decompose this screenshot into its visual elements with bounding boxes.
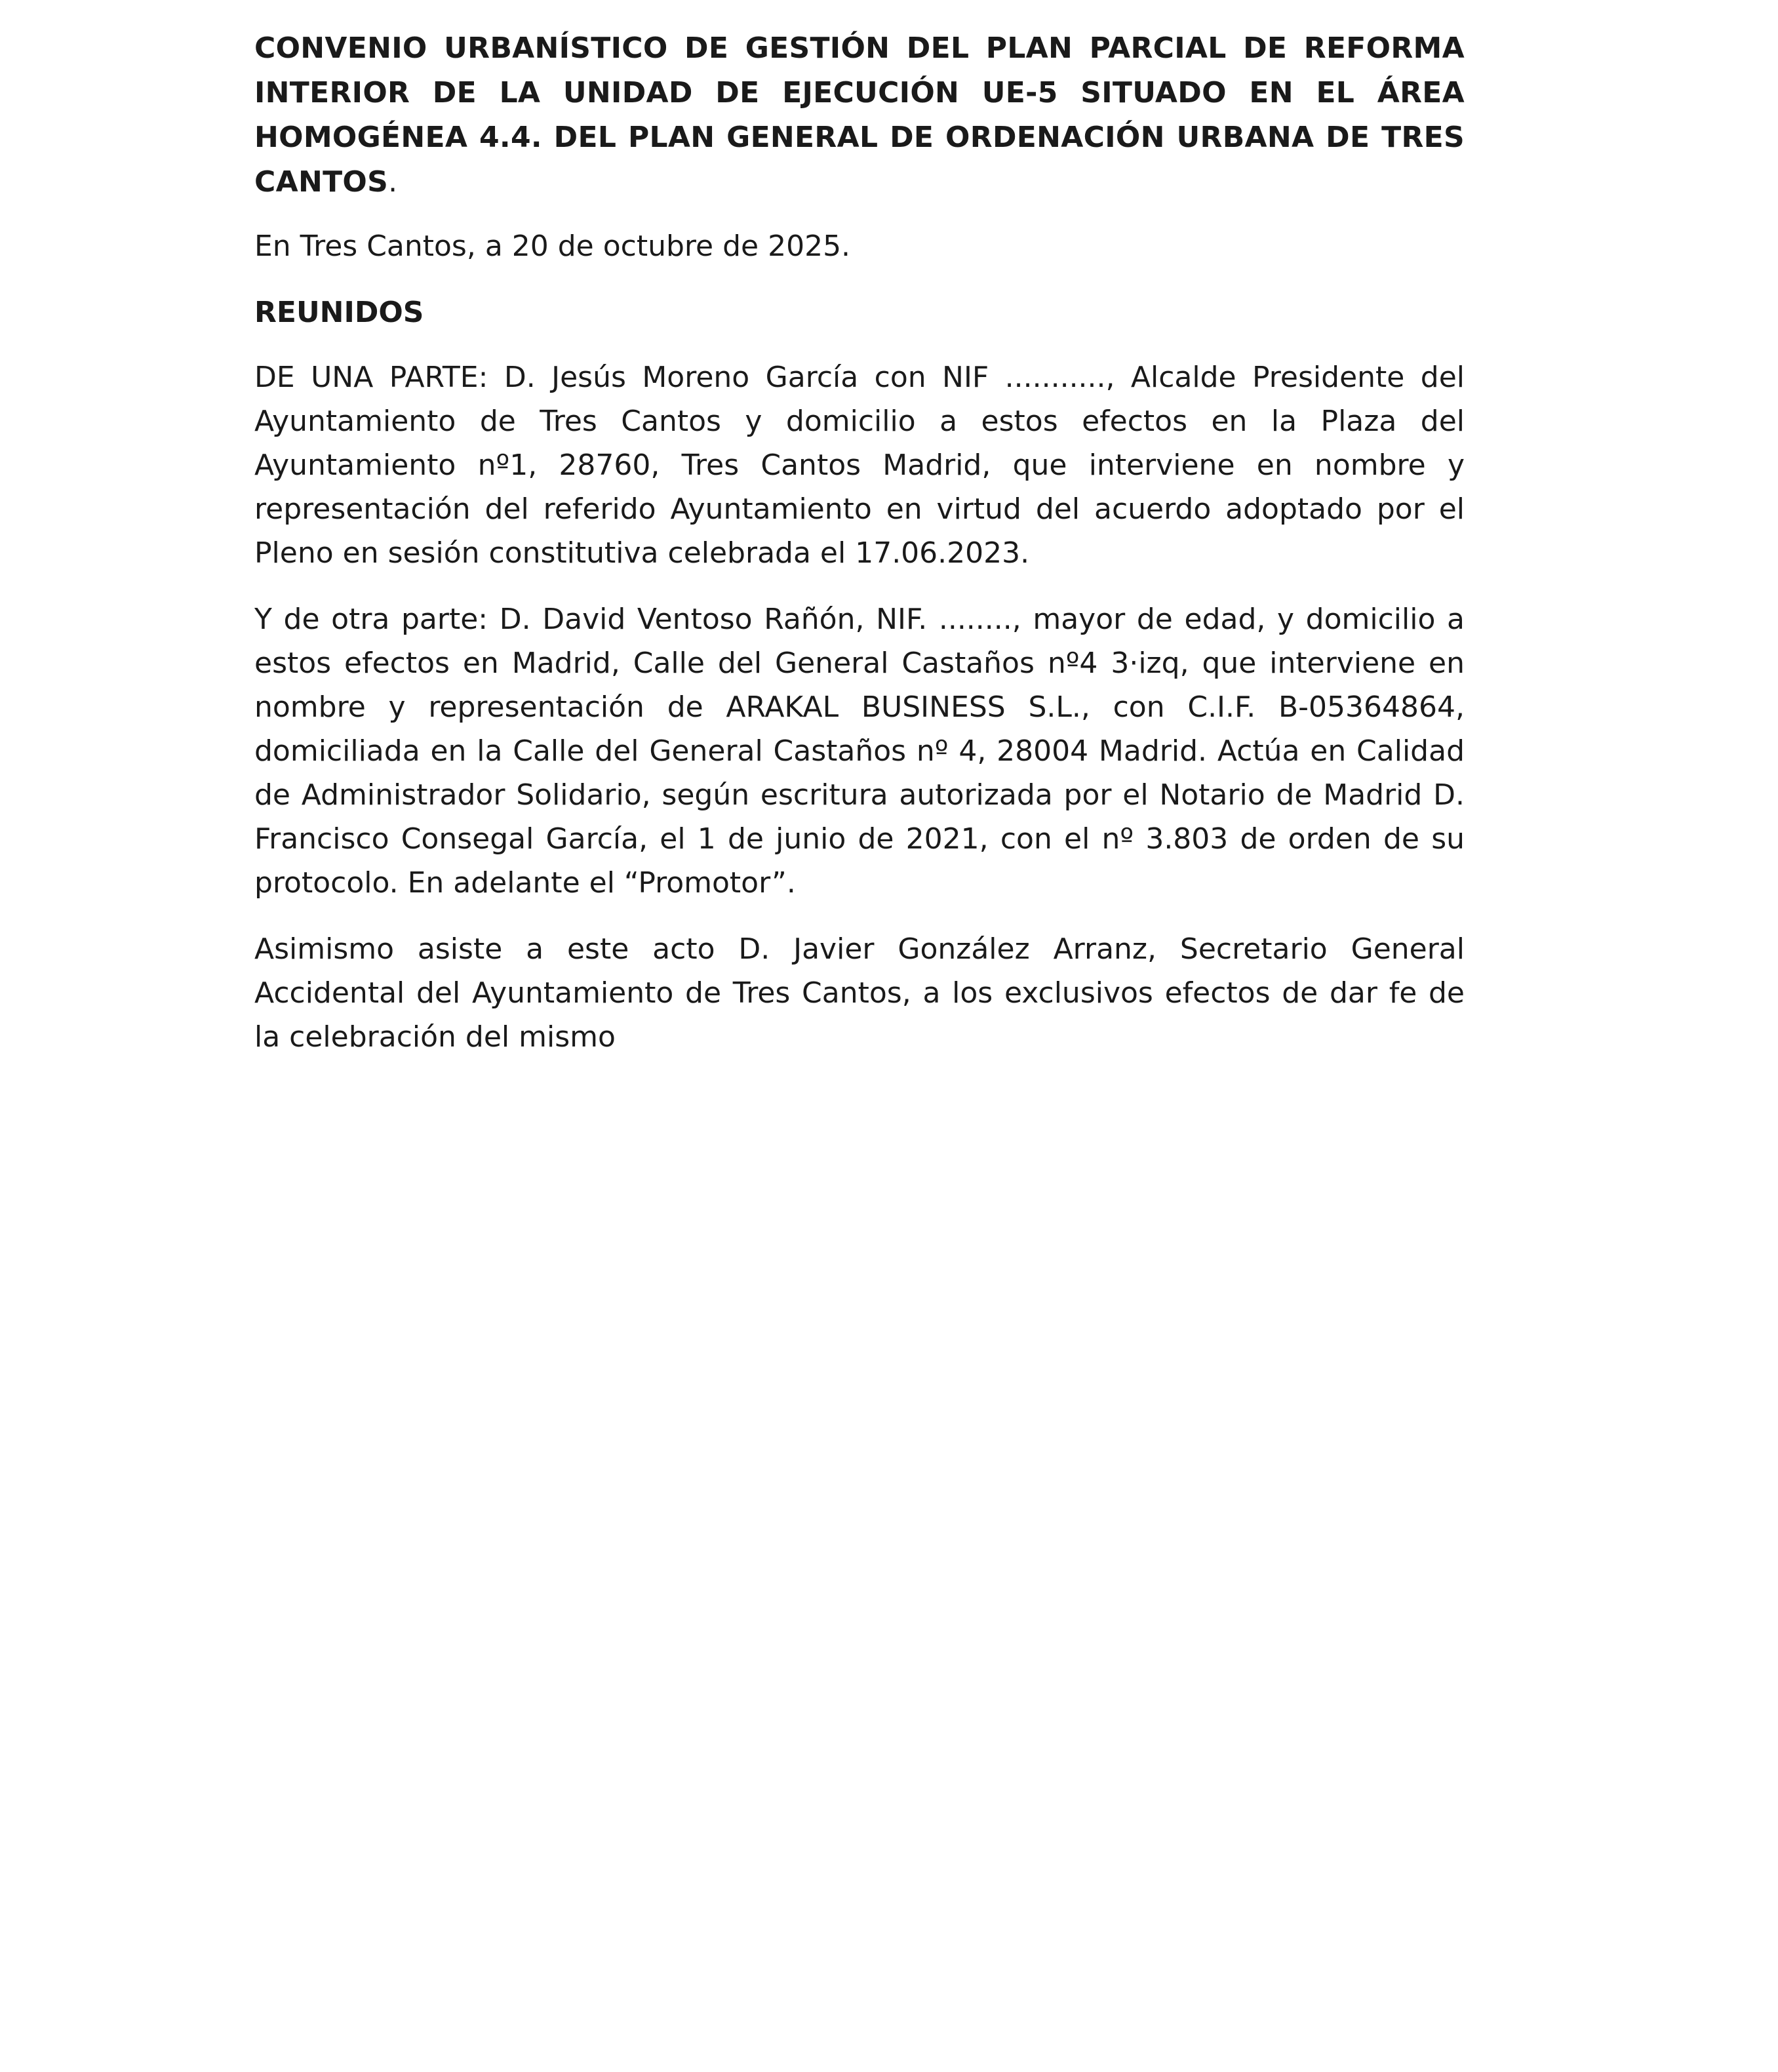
date-line: En Tres Cantos, a 20 de octubre de 2025. — [254, 229, 851, 263]
paragraph-second-party: Y de otra parte: D. David Ventoso Rañón, NIF. ........, mayor de edad, y domicilio a estos efectos en Madrid, Calle del General Castaños nº4 3·izq, que interviene en nombre y representación de ARAKAL BUSINESS S.L., con C.I.F. B-05364864, domiciliada en la Calle del General Castaños nº 4, 28004 Madrid. Actúa en Calidad de Administrador Solidario, según escritura autorizada por el Notario de Madrid D. Francisco Consegal García, el 1 de junio de 2021, con el nº 3.803 de orden de su protocolo. En adelante el “Promotor”. — [254, 603, 1465, 900]
paragraph-first-party: DE UNA PARTE: D. Jesús Moreno García con NIF ..........., Alcalde Presidente del Ayuntamiento de Tres Cantos y domicilio a estos efectos en la Plaza del Ayuntamiento nº1, 28760, Tres Cantos Madrid, que interviene en nombre y representación del referido Ayuntamiento en virtud del acuerdo adoptado por el Pleno en sesión constitutiva celebrada el 17.06.2023. — [254, 361, 1465, 570]
document-title-suffix: . — [388, 165, 398, 199]
document-title — [254, 26, 1465, 205]
document-page — [254, 26, 1465, 1081]
section-heading-reunidos: REUNIDOS — [254, 296, 424, 329]
document-title-text: CONVENIO URBANÍSTICO DE GESTIÓN DEL PLAN PARCIAL DE REFORMA INTERIOR DE LA UNIDAD DE EJECUCIÓN UE-5 SITUADO EN EL ÁREA HOMOGÉNEA 4.4. DEL PLAN GENERAL DE ORDENACIÓN URBANA DE TRES CANTOS — [254, 31, 1465, 199]
paragraph-secretary: Asimismo asiste a este acto D. Javier González Arranz, Secretario General Accidental del Ayuntamiento de Tres Cantos, a los exclusivos efectos de dar fe de la celebración del mismo — [254, 932, 1465, 1054]
